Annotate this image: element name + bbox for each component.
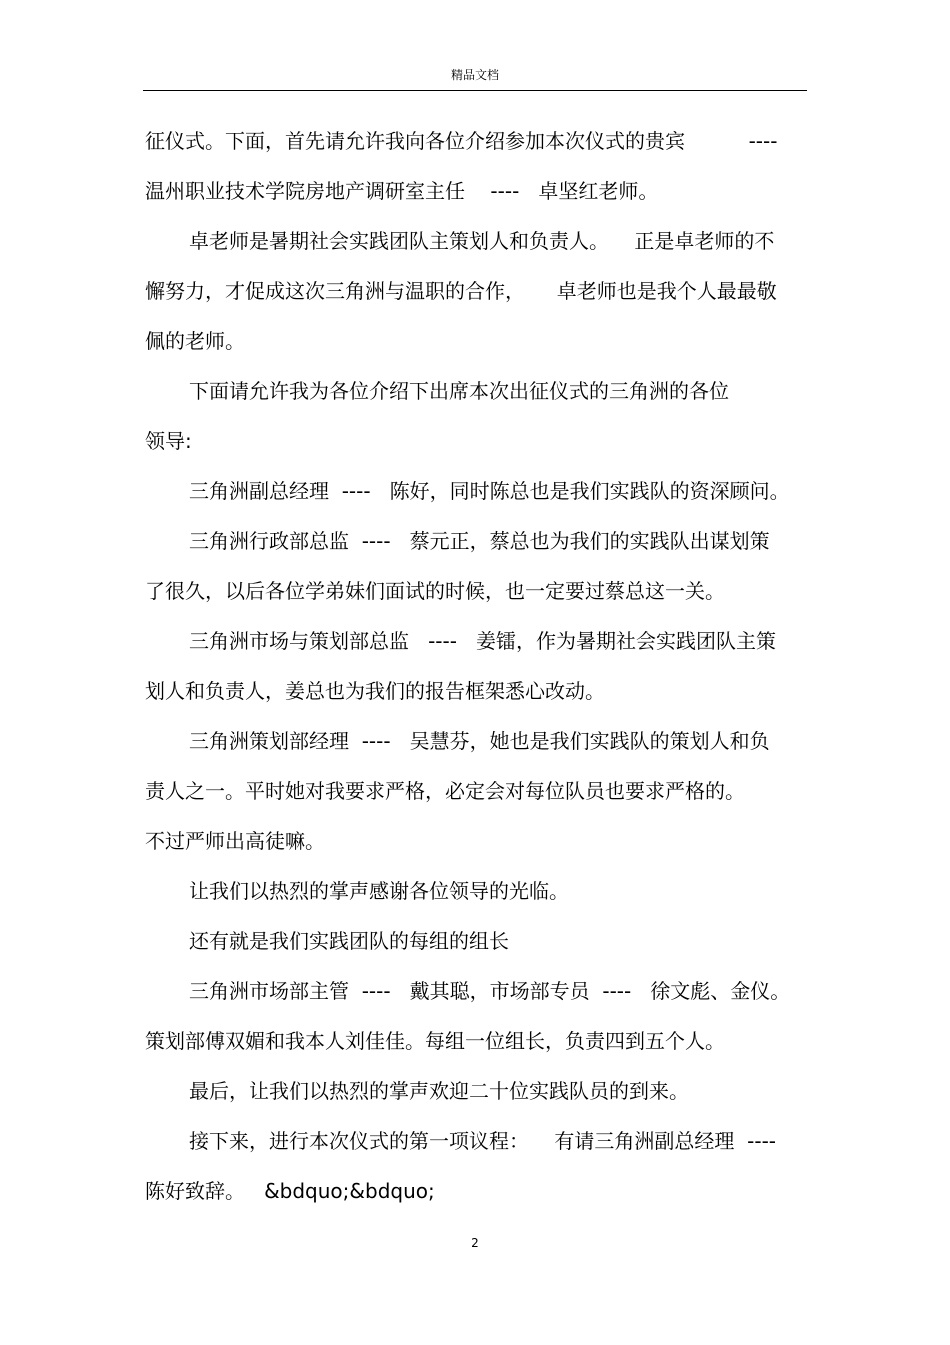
text-line: 佩的老师。 bbox=[145, 329, 245, 353]
text-line: 策划部傅双媚和我本人刘佳佳。每组一位组长，负责四到五个人。 bbox=[145, 1029, 725, 1053]
text-line: 接下来，进行本次仪式的第一项议程： 有请三角洲副总经理 ---- bbox=[189, 1129, 777, 1153]
page-number: 2 bbox=[471, 1236, 479, 1250]
text-line: 三角洲副总经理 ---- 陈好，同时陈总也是我们实践队的资深顾问。 bbox=[189, 479, 790, 503]
text-line: 下面请允许我为各位介绍下出席本次出征仪式的三角洲的各位 bbox=[189, 379, 729, 403]
text-line: 划人和负责人，姜总也为我们的报告框架悉心改动。 bbox=[145, 679, 605, 703]
text-line: 责人之一。平时她对我要求严格，必定会对每位队员也要求严格的。 bbox=[145, 779, 745, 803]
text-line: 温州职业技术学院房地产调研室主任 ---- 卓坚红老师。 bbox=[145, 179, 659, 203]
text-line: 还有就是我们实践团队的每组的组长 bbox=[189, 929, 509, 953]
text-line: 三角洲策划部经理 ---- 吴慧芬，她也是我们实践队的策划人和负 bbox=[189, 729, 770, 753]
text-line: 了很久，以后各位学弟妹们面试的时候，也一定要过蔡总这一关。 bbox=[145, 579, 725, 603]
text-line: 三角洲市场部主管 ---- 戴其聪，市场部专员 ---- 徐文彪、金仪。 bbox=[189, 979, 791, 1003]
text-line: 懈努力，才促成这次三角洲与温职的合作， 卓老师也是我个人最最敬 bbox=[145, 279, 777, 303]
text-line: 征仪式。下面，首先请允许我向各位介绍参加本次仪式的贵宾 ---- bbox=[145, 129, 778, 153]
page-header-title: 精品文档 bbox=[450, 68, 499, 82]
text-line: 三角洲行政部总监 ---- 蔡元正，蔡总也为我们的实践队出谋划策 bbox=[189, 529, 770, 553]
text-line: 让我们以热烈的掌声感谢各位领导的光临。 bbox=[189, 879, 569, 903]
text-line: 领导: bbox=[145, 429, 192, 453]
text-line: 陈好致辞。 &bdquo;&bdquo; bbox=[145, 1179, 435, 1203]
text-line: 最后，让我们以热烈的掌声欢迎二十位实践队员的到来。 bbox=[189, 1079, 689, 1103]
text-line: 不过严师出高徒嘛。 bbox=[145, 829, 325, 853]
header-divider bbox=[143, 90, 807, 91]
text-line: 三角洲市场与策划部总监 ---- 姜镭，作为暑期社会实践团队主策 bbox=[189, 629, 777, 653]
text-line: 卓老师是暑期社会实践团队主策划人和负责人。 正是卓老师的不 bbox=[189, 229, 775, 253]
